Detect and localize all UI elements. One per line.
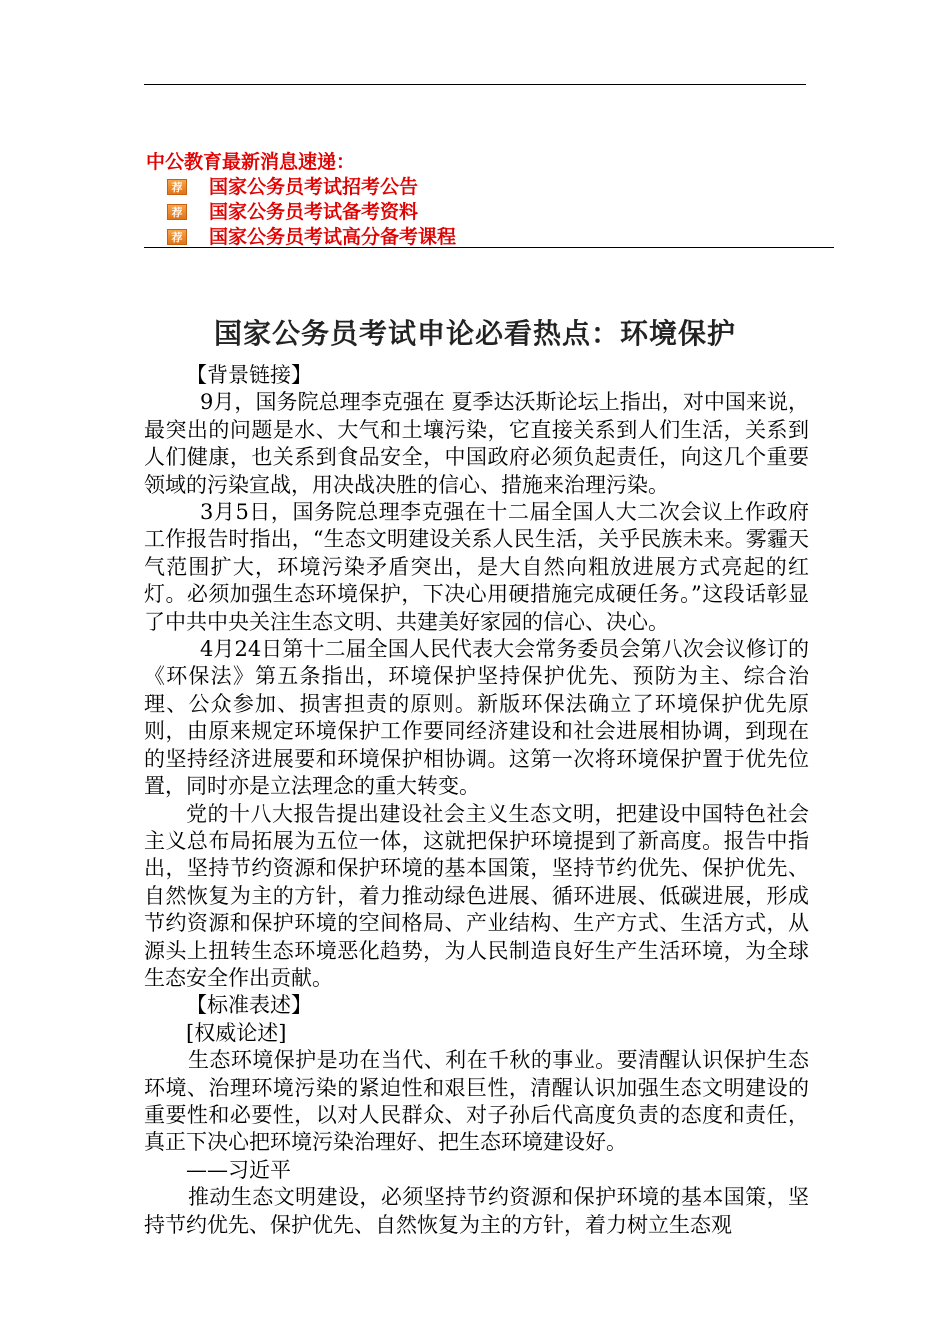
news-title: 中公教育最新消息速递：	[146, 151, 356, 173]
section-heading-standard: 【标准表述】	[186, 993, 312, 1018]
paragraph: 推动生态文明建设，必须坚持节约资源和保护环境的基本国策，坚持节约优先、保护优先、自然恢复为主的方针，着力树立生态观	[144, 1185, 809, 1237]
paragraph: 3月5日，国务院总理李克强在十二届全国人大二次会议上作政府工作报告时指出，“生态文明建设关系人民生活，关乎民族未来。雾霾天气范围扩大，环境污染矛盾突出，是大自然向粗放进展方式亮起的红灯。必须加强生态环境保护，下决心用硬措施完成硬任务。”这段话彰显了中共中央关注生态文明、共建美好家园的信心、决心。	[144, 500, 809, 634]
news-link-materials[interactable]: 国家公务员考试备考资料	[209, 200, 419, 223]
paragraph: 党的十八大报告提出建设社会主义生态文明，把建设中国特色社会主义总布局拓展为五位一体，这就把保护环境提到了新高度。报告中指出，坚持节约资源和保护环境的基本国策，坚持节约优先、保护优先、自然恢复为主的方针，着力推动绿色进展、循环进展、低碳进展，形成节约资源和保护环境的空间格局、产业结构、生产方式、生活方式，从源头上扭转生态环境恶化趋势，为人民制造良好生产生活环境，为全球生态安全作出贡献。	[144, 801, 809, 990]
document-body	[144, 362, 809, 1239]
news-divider	[144, 247, 834, 248]
paragraph: 9月，国务院总理李克强在 夏季达沃斯论坛上指出，对中国来说，最突出的问题是水、大气和土壤污染，它直接关系到人们生活，关系到人们健康，也关系到食品安全，中国政府必须负起责任，向这几个重要领域的污染宣战，用决战决胜的信心、措施来治理污染。	[144, 390, 809, 497]
recommend-tag-icon: 荐	[167, 229, 187, 245]
attribution: ——习近平	[186, 1157, 291, 1182]
header-rule	[144, 84, 806, 85]
news-link-announcement[interactable]: 国家公务员考试招考公告	[209, 175, 419, 198]
news-link-courses[interactable]: 国家公务员考试高分备考课程	[209, 225, 457, 248]
subheading-authority: [权威论述]	[186, 1020, 287, 1045]
document-title: 国家公务员考试申论必看热点：环境保护	[213, 317, 736, 350]
recommend-tag-icon: 荐	[167, 204, 187, 220]
section-heading-background: 【背景链接】	[186, 363, 312, 387]
paragraph: 生态环境保护是功在当代、利在千秋的事业。要清醒认识保护生态环境、治理环境污染的紧迫性和艰巨性，清醒认识加强生态文明建设的重要性和必要性，以对人民群众、对子孙后代高度负责的态度和责任，真正下决心把环境污染治理好、把生态环境建设好。	[144, 1048, 809, 1155]
news-item[interactable]	[146, 174, 836, 199]
recommend-tag-icon: 荐	[167, 179, 187, 195]
news-item[interactable]	[146, 199, 836, 224]
news-box	[146, 150, 836, 249]
paragraph: 4月24日第十二届全国人民代表大会常务委员会第八次会议修订的《环保法》第五条指出，环境保护坚持保护优先、预防为主、综合治理、公众参加、损害担责的原则。新版环保法确立了环境保护优先原则，由原来规定环境保护工作要同经济建设和社会进展相协调，到现在的坚持经济进展要和环境保护相协调。这第一次将环境保护置于优先位置，同时亦是立法理念的重大转变。	[144, 637, 809, 799]
news-item[interactable]	[146, 224, 836, 249]
